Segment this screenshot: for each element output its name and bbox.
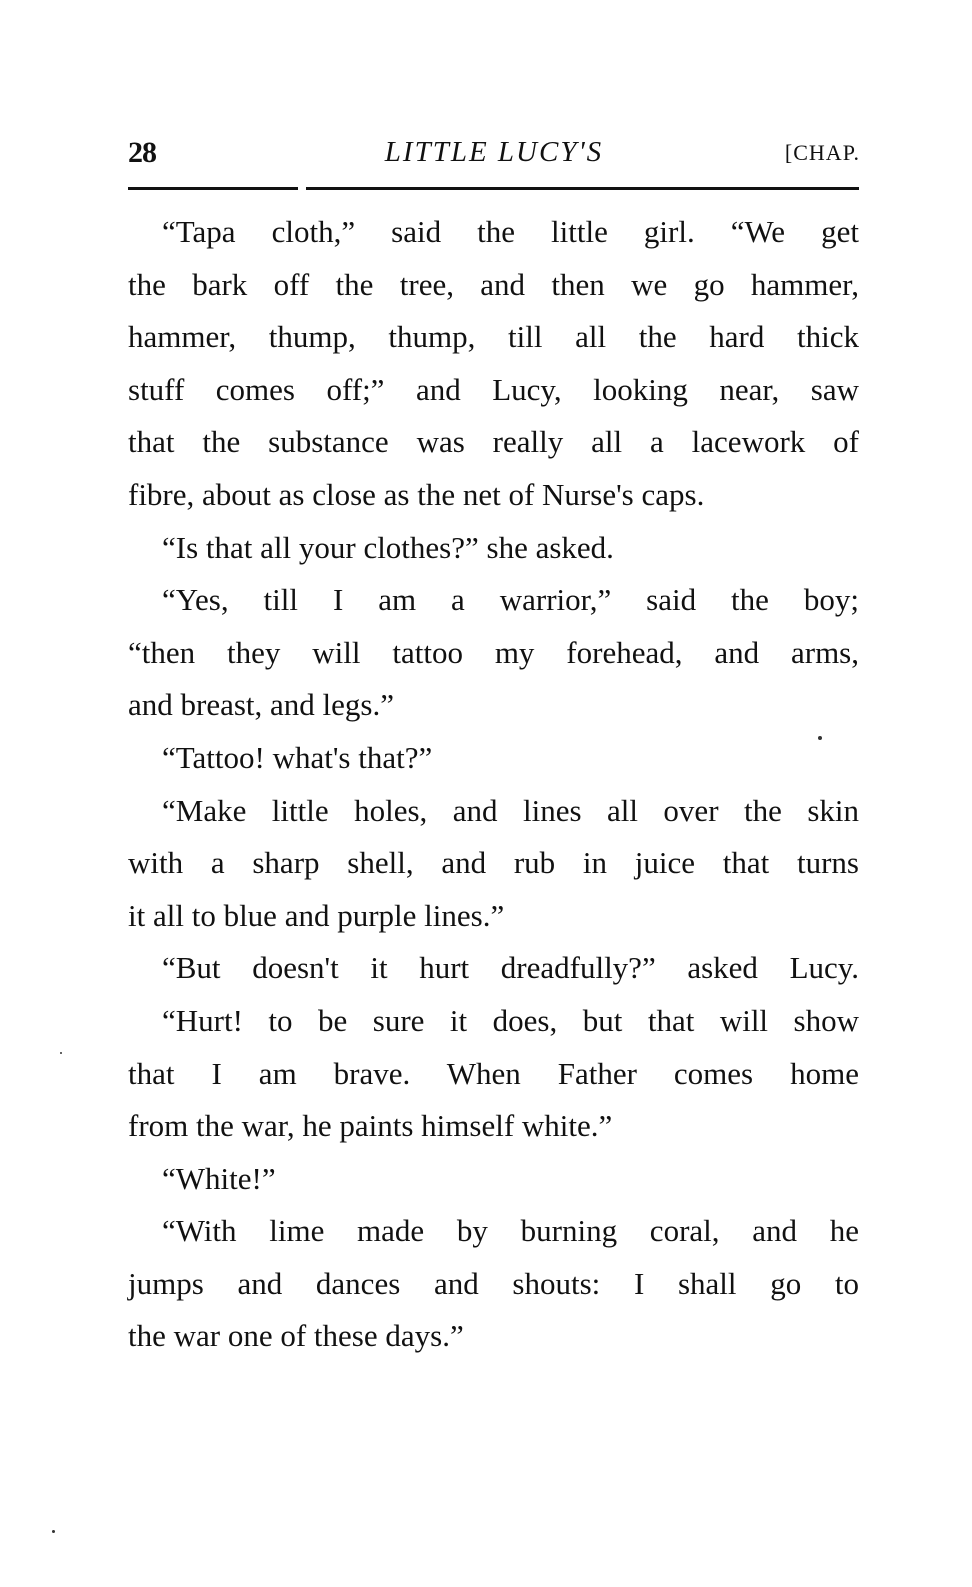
text-line: “then they will tattoo my forehead, and arms, bbox=[128, 634, 859, 670]
text-line: that the substance was really all a lacework of bbox=[128, 424, 859, 460]
text-line: “White!” bbox=[162, 1160, 276, 1196]
chapter-label: [CHAP. bbox=[784, 140, 860, 165]
text-line: “Hurt! to be sure it does, but that will show bbox=[162, 1002, 859, 1038]
text-line: with a sharp shell, and rub in juice that turns bbox=[128, 845, 859, 881]
print-speck bbox=[60, 1052, 62, 1054]
text-line: and breast, and legs.” bbox=[128, 687, 394, 723]
text-line: the war one of these days.” bbox=[128, 1318, 464, 1354]
text-line: “Tattoo! what's that?” bbox=[162, 739, 433, 775]
text-line: “With lime made by burning coral, and he bbox=[162, 1213, 859, 1249]
header-rule-right bbox=[306, 187, 859, 190]
print-speck bbox=[52, 1530, 55, 1533]
print-speck bbox=[818, 736, 822, 740]
text-line: the bark off the tree, and then we go hammer, bbox=[128, 266, 859, 302]
text-line: jumps and dances and shouts: I shall go to bbox=[128, 1265, 859, 1301]
text-line: “Make little holes, and lines all over the skin bbox=[162, 792, 859, 828]
text-line: from the war, he paints himself white.” bbox=[128, 1108, 613, 1144]
text-line: “Is that all your clothes?” she asked. bbox=[162, 529, 614, 565]
text-line: “But doesn't it hurt dreadfully?” asked Lucy. bbox=[162, 950, 859, 986]
text-line: “Tapa cloth,” said the little girl. “We get bbox=[162, 214, 859, 249]
running-head bbox=[128, 136, 860, 176]
text-line: “Yes, till I am a warrior,” said the boy; bbox=[162, 582, 859, 618]
text-line: it all to blue and purple lines.” bbox=[128, 897, 505, 933]
text-line: that I am brave. When Father comes home bbox=[128, 1055, 859, 1091]
text-line: stuff comes off;” and Lucy, looking near, saw bbox=[128, 371, 859, 407]
page-number: 28 bbox=[128, 136, 156, 169]
running-title: LITTLE LUCY'S bbox=[384, 136, 604, 168]
body-text bbox=[128, 206, 859, 1363]
header-rule-left bbox=[128, 187, 298, 190]
text-line: fibre, about as close as the net of Nurse's caps. bbox=[128, 476, 705, 512]
text-line: hammer, thump, thump, till all the hard thick bbox=[128, 319, 859, 355]
